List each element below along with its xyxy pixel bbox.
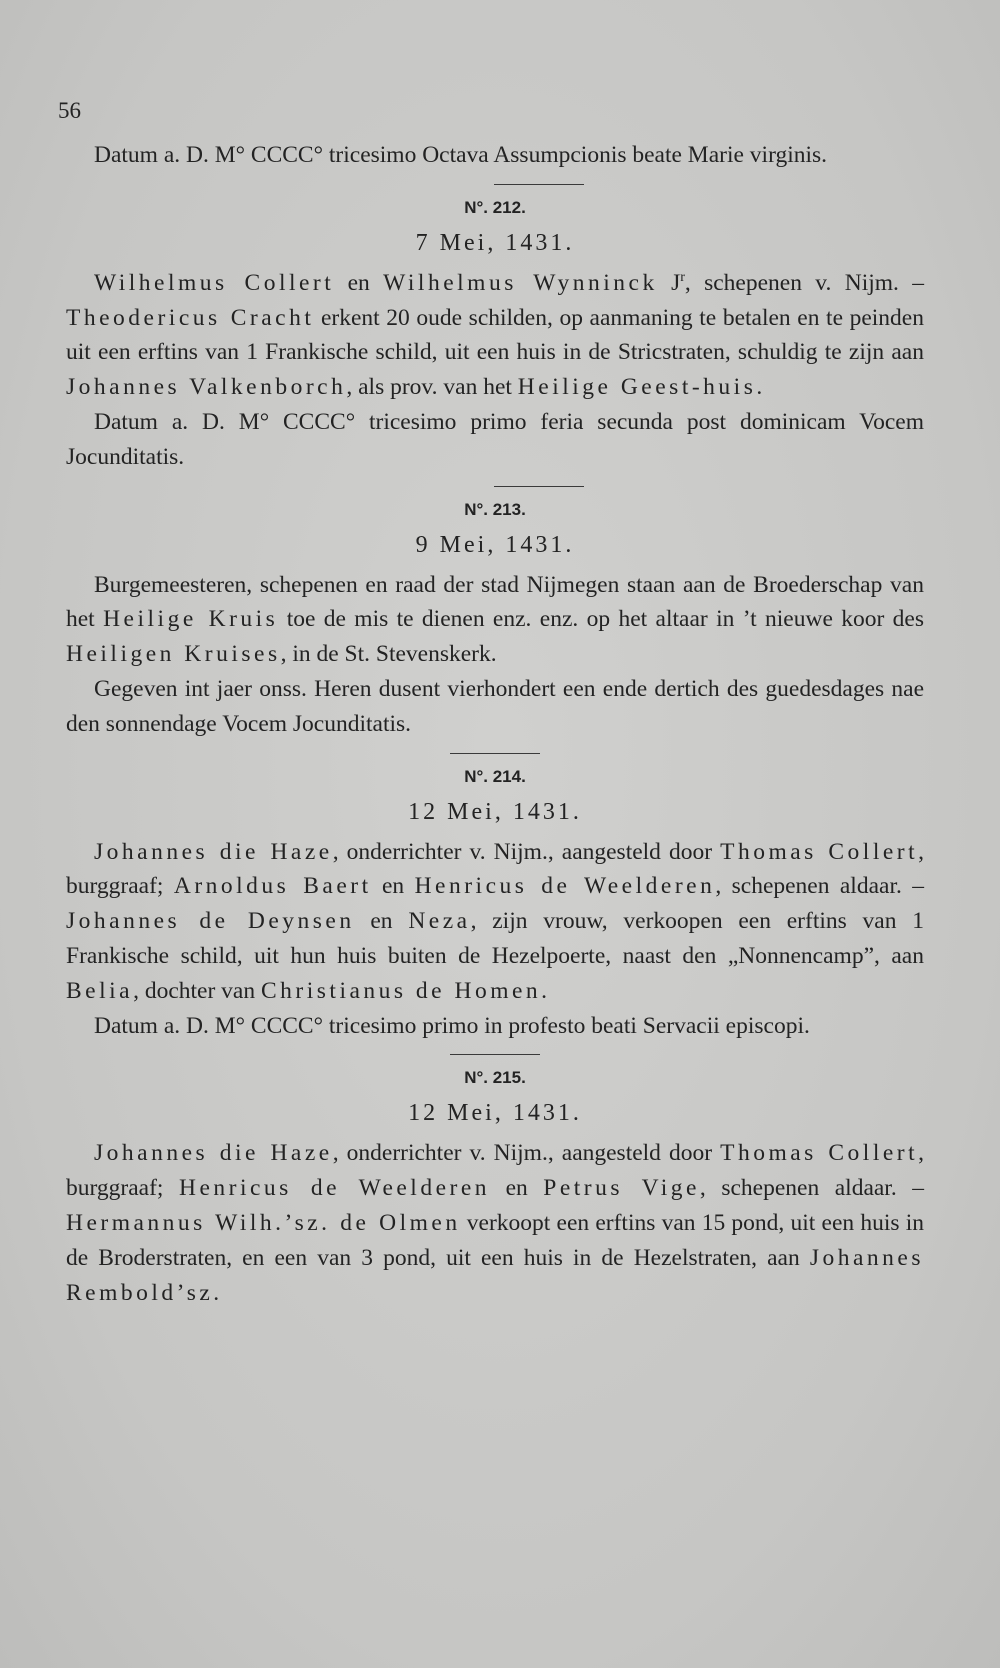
entry-212: [66, 194, 924, 475]
person-name: Johannes die Haze: [94, 838, 333, 865]
body-text: .: [756, 374, 763, 401]
superscript: r: [680, 269, 685, 285]
person-name: Christianus de Homen: [261, 977, 542, 1004]
person-name: Henricus de Weelderen: [178, 1175, 491, 1202]
person-name: Johannes Valkenborch: [66, 374, 347, 401]
body-text: , schepenen aldaar. –: [699, 1175, 924, 1202]
body-text: , schepenen aldaar. –: [715, 873, 924, 900]
entry-date: 9 Mei, 1431.: [415, 531, 575, 558]
person-name: Johannes Rembold’sz: [66, 1244, 924, 1306]
body-text: J: [657, 269, 681, 296]
entry-datum: Datum a. D. M° CCCC° tricesimo primo in profesto beati Servacii episcopi.: [94, 1012, 810, 1039]
person-name: Johannes de Deynsen: [66, 908, 355, 935]
body-text: .: [213, 1279, 220, 1306]
person-name: Neza: [408, 908, 471, 935]
entry-number: N°. 214.: [464, 766, 526, 786]
entry-body: [66, 266, 924, 405]
body-text: , als prov. van het: [346, 374, 518, 401]
person-name: Thomas Collert: [720, 838, 919, 865]
separator-rule: [494, 486, 584, 487]
body-text: en: [371, 873, 415, 900]
body-text: .: [541, 977, 548, 1004]
body-text: en: [334, 269, 384, 296]
person-name: Wilhelmus Wynninck: [383, 269, 658, 296]
person-name: Petrus Vige: [543, 1175, 700, 1202]
body-text: , schepenen v. Nijm. –: [684, 269, 924, 296]
entry-214: [66, 763, 924, 1044]
body-text: verkoopt een erftins van 15 pond, uit een huis in de Broderstraten, en een van 3 pond, uit een huis in de Hezelstraten, aan: [66, 1209, 925, 1271]
person-name: Wilhelmus Collert: [94, 269, 335, 296]
entry-213: [66, 496, 924, 742]
institution-name: Heilige Geest-huis: [517, 374, 757, 401]
body-text: , zijn vrouw, verkoopen een erftins van 1 Frankische schild, uit hun huis buiten de Hezelpoerte, naast den „Nonnencamp”, aan: [66, 908, 924, 969]
entry-date: 12 Mei, 1431.: [408, 1100, 582, 1127]
person-name: Theodericus Cracht: [66, 304, 315, 331]
entry-date: 7 Mei, 1431.: [415, 229, 575, 256]
body-text: , in de St. Stevenskerk.: [280, 641, 497, 668]
body-text: , onderrichter v. Nijm., aangesteld door: [332, 1140, 721, 1167]
entry-number: N°. 212.: [464, 197, 526, 217]
separator-rule: [450, 753, 540, 754]
entry-body: [66, 1136, 924, 1310]
entry-datum: Datum a. D. M° CCCC° tricesimo primo feria secunda post dominicam Vocem Jocunditatis.: [66, 408, 924, 470]
entry-datum: Gegeven int jaer onss. Heren dusent vierhondert een ende dertich des guedesdages nae den sonnendage Vocem Jocunditatis.: [66, 675, 924, 737]
person-name: Hermannus Wilh.’sz. de Olmen: [66, 1209, 461, 1236]
body-text: , dochter van: [133, 977, 261, 1004]
body-text: Burgemeesteren, schepenen en raad der stad Nijmegen staan aan de Broederschap van het: [66, 571, 924, 633]
entry-number: N°. 213.: [464, 499, 526, 519]
separator-rule: [450, 1054, 540, 1055]
person-name: Henricus de Weelderen: [414, 873, 716, 900]
entry-215: [66, 1064, 924, 1310]
body-text: , burggraaf;: [66, 1140, 925, 1202]
person-name: Johannes die Haze: [94, 1140, 333, 1167]
institution-name: Heiligen Kruises: [66, 641, 281, 668]
entry-number: N°. 215.: [464, 1068, 526, 1088]
page-number: 56: [58, 98, 81, 123]
body-text: toe de mis te dienen enz. enz. op het altaar in ’t nieuwe koor des: [278, 606, 924, 633]
person-name: Thomas Collert: [720, 1140, 919, 1167]
person-name: Belia: [66, 977, 134, 1004]
institution-name: Heilige Kruis: [103, 606, 279, 633]
body-text: , onderrichter v. Nijm., aangesteld door: [332, 838, 721, 865]
entry-body: [66, 568, 924, 672]
body-text: , burggraaf;: [66, 838, 925, 900]
separator-rule: [494, 184, 584, 185]
page-content: [66, 138, 924, 1310]
body-text: en: [490, 1175, 544, 1202]
body-text: erkent 20 oude schilden, op aanmaning te betalen en te peinden uit een erftins van 1 Frankische schild, uit een huis in de Stricstraten, schuldig te zijn aan: [66, 304, 924, 366]
person-name: Arnoldus Baert: [173, 873, 372, 900]
entry-body: [66, 835, 924, 1009]
body-text: en: [354, 908, 409, 935]
intro-datum: Datum a. D. M° CCCC° tricesimo Octava Assumpcionis beate Marie virginis.: [94, 142, 828, 168]
entry-date: 12 Mei, 1431.: [408, 798, 582, 825]
